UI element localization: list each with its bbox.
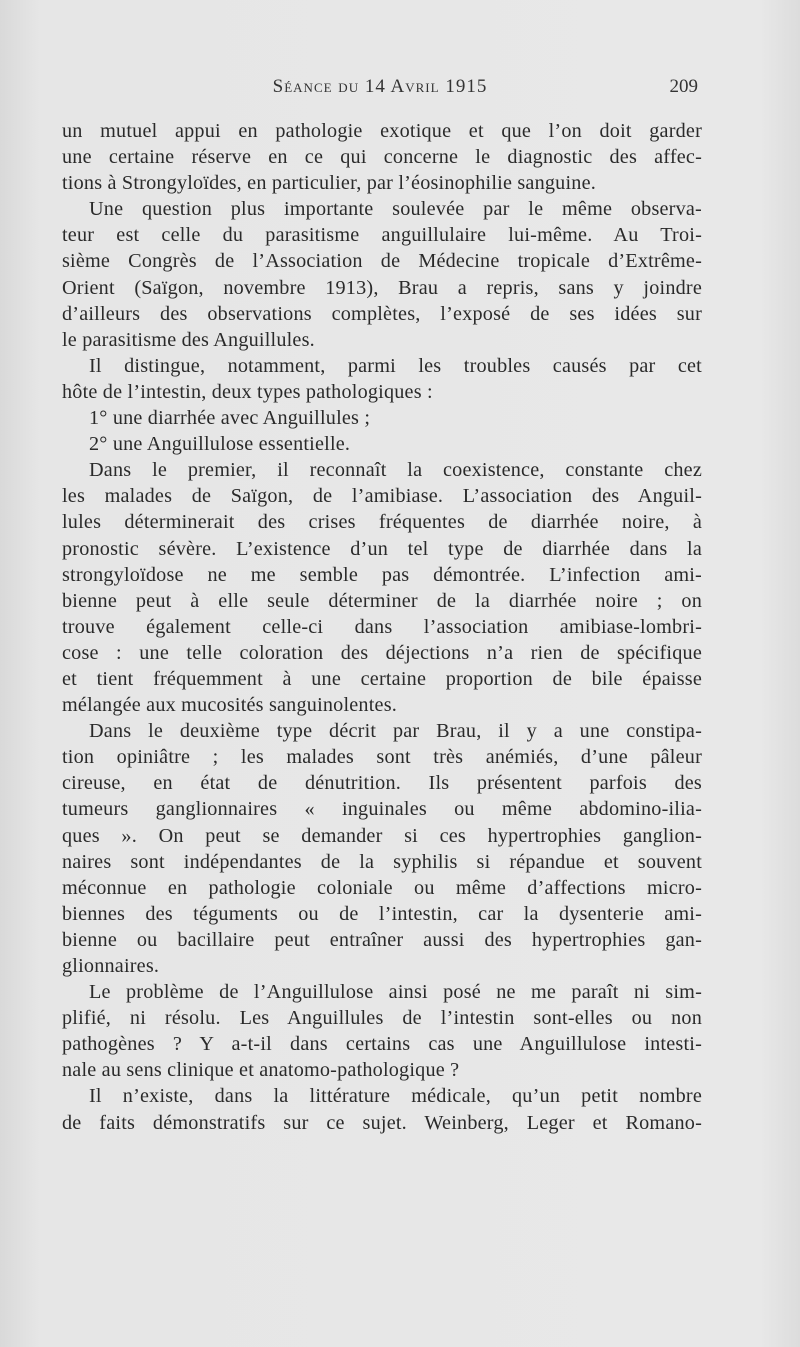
text-line: tions à Strongyloïdes, en particulier, par l’éosinophilie sanguine. xyxy=(62,172,596,195)
text-line: le parasitisme des Anguillules. xyxy=(62,328,315,351)
text-line: trouve également celle-ci dans l’association amibiase-lombri- xyxy=(62,615,702,638)
text-line: sième Congrès de l’Association de Médecine tropicale d’Extrême- xyxy=(62,250,702,273)
text-line: Une question plus importante soulevée par le même observa- xyxy=(89,198,702,221)
text-line: d’ailleurs des observations complètes, l’exposé de ses idées sur xyxy=(62,302,702,325)
text-line: nale au sens clinique et anatomo-pathologique ? xyxy=(62,1059,460,1082)
text-line: cireuse, en état de dénutrition. Ils présentent parfois des xyxy=(62,772,702,795)
text-line: biennes des téguments ou de l’intestin, car la dysenterie ami- xyxy=(62,902,702,925)
text-line: lules déterminerait des crises fréquentes de diarrhée noire, à xyxy=(62,511,702,534)
body-text xyxy=(62,118,702,1136)
text-line: bienne peut à elle seule déterminer de la diarrhée noire ; on xyxy=(62,589,702,612)
text-line: Il distingue, notamment, parmi les troubles causés par cet xyxy=(89,354,702,377)
text-line: Il n’existe, dans la littérature médicale, qu’un petit nombre xyxy=(89,1085,702,1108)
running-head xyxy=(62,76,698,100)
text-line: les malades de Saïgon, de l’amibiase. L’association des Anguil- xyxy=(62,485,702,508)
text-line: un mutuel appui en pathologie exotique et que l’on doit garder xyxy=(62,120,702,142)
text-line: mélangée aux mucosités sanguinolentes. xyxy=(62,694,397,717)
text-line: une certaine réserve en ce qui concerne le diagnostic des affec- xyxy=(62,146,702,169)
text-line: naires sont indépendantes de la syphilis si répandue et souvent xyxy=(62,850,702,873)
text-line: strongyloïdose ne me semble pas démontrée. L’infection ami- xyxy=(62,563,702,586)
text-line: et tient fréquemment à une certaine proportion de bile épaisse xyxy=(62,667,702,690)
text-line: tion opiniâtre ; les malades sont très anémiés, d’une pâleur xyxy=(62,746,702,769)
text-line: Orient (Saïgon, novembre 1913), Brau a repris, sans y joindre xyxy=(62,276,702,299)
text-line: glionnaires. xyxy=(62,955,160,977)
text-line: ques ». On peut se demander si ces hypertrophies ganglion- xyxy=(62,824,702,847)
text-line: tumeurs ganglionnaires « inguinales ou même abdomino-ilia- xyxy=(62,798,702,821)
text-line: Dans le deuxième type décrit par Brau, il y a une constipa- xyxy=(89,720,702,743)
text-line: pathogènes ? Y a-t-il dans certains cas une Anguillulose intesti- xyxy=(62,1033,702,1056)
text-line: bienne ou bacillaire peut entraîner aussi des hypertrophies gan- xyxy=(62,928,702,951)
text-line: 1° une diarrhée avec Anguillules ; xyxy=(89,407,371,430)
text-line: Dans le premier, il reconnaît la coexistence, constante chez xyxy=(89,459,702,482)
text-line: Le problème de l’Anguillulose ainsi posé ne me paraît ni sim- xyxy=(89,981,702,1004)
text-line: méconnue en pathologie coloniale ou même d’affections micro- xyxy=(62,876,702,899)
text-line: hôte de l’intestin, deux types pathologiques : xyxy=(62,380,433,403)
text-line: 2° une Anguillulose essentielle. xyxy=(89,433,351,456)
running-title: Séance du 14 Avril 1915 xyxy=(272,76,488,97)
page-number: 209 xyxy=(669,76,698,97)
text-line: pronostic sévère. L’existence d’un tel type de diarrhée dans la xyxy=(62,537,702,560)
text-line: plifié, ni résolu. Les Anguillules de l’intestin sont-elles ou non xyxy=(62,1007,702,1030)
text-line: cose : une telle coloration des déjections n’a rien de spécifique xyxy=(62,641,702,664)
text-line: de faits démonstratifs sur ce sujet. Weinberg, Leger et Romano- xyxy=(62,1111,702,1134)
text-line: teur est celle du parasitisme anguillulaire lui-même. Au Troi- xyxy=(62,224,702,247)
